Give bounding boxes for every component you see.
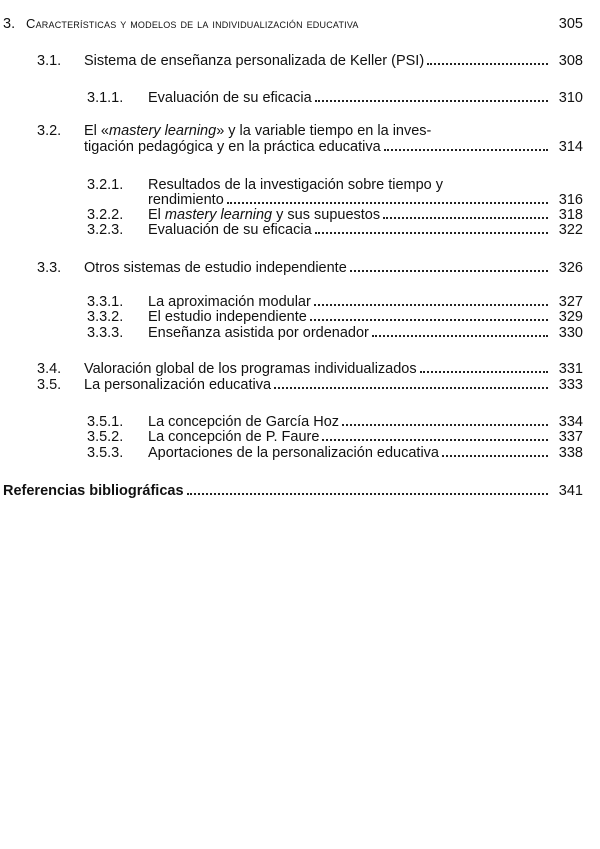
- toc-chapter-3: [3, 16, 583, 32]
- entry-page: 310: [558, 90, 583, 106]
- toc-entry-3-2-1-line1: [87, 177, 552, 193]
- entry-number: 3.3.3.: [87, 325, 124, 341]
- toc-entry-3-4: [37, 361, 583, 377]
- entry-number: 3.1.1.: [87, 90, 124, 106]
- entry-number: 3.2.2.: [87, 207, 124, 223]
- entry-number: 3.5.1.: [87, 414, 124, 430]
- entry-title: Otros sistemas de estudio independiente: [84, 260, 347, 276]
- toc-entry-3-5: [37, 377, 583, 393]
- entry-number: 3.1.: [37, 53, 62, 69]
- toc-entry-3-3: [37, 260, 583, 276]
- entry-title: Referencias bibliográficas: [3, 483, 184, 499]
- entry-number: 3.2.: [37, 123, 62, 139]
- leader-dots: [322, 439, 548, 441]
- entry-number: 3.5.3.: [87, 445, 124, 461]
- entry-title: El estudio independiente: [148, 309, 307, 325]
- leader-dots: [372, 335, 548, 337]
- entry-page: 314: [558, 139, 583, 155]
- leader-dots: [315, 232, 548, 234]
- entry-title: Valoración global de los programas individualizados: [84, 361, 417, 377]
- entry-page: 318: [558, 207, 583, 223]
- leader-dots: [315, 100, 548, 102]
- entry-page: 333: [558, 377, 583, 393]
- entry-title-cont: rendimiento: [148, 192, 224, 208]
- entry-number: 3.2.1.: [87, 177, 124, 193]
- toc-entry-3-2-line2: [84, 139, 583, 155]
- entry-title: Aportaciones de la personalización educativa: [148, 445, 439, 461]
- entry-number: 3.5.2.: [87, 429, 124, 445]
- entry-number: 3.3.1.: [87, 294, 124, 310]
- entry-number: 3.4.: [37, 361, 62, 377]
- entry-title: Características y modelos de la individualización educativa: [26, 16, 359, 31]
- entry-page: 338: [558, 445, 583, 461]
- entry-title: La personalización educativa: [84, 377, 272, 393]
- leader-dots: [314, 304, 548, 306]
- entry-title: Evaluación de su eficacia: [148, 222, 312, 238]
- toc-entry-3-3-3: [87, 325, 583, 341]
- entry-page: 308: [558, 53, 583, 69]
- leader-dots: [383, 217, 548, 219]
- leader-dots: [227, 202, 548, 204]
- toc-entry-3-1: [37, 53, 583, 69]
- entry-page: 322: [558, 222, 583, 238]
- toc-entry-3-3-2: [87, 309, 583, 325]
- entry-title: La concepción de García Hoz: [148, 414, 340, 430]
- entry-number: 3.3.: [37, 260, 62, 276]
- entry-title: El mastery learning y sus supuestos: [148, 207, 381, 223]
- leader-dots: [274, 387, 548, 389]
- entry-number: 3.2.3.: [87, 222, 124, 238]
- entry-title-cont: tigación pedagógica y en la práctica educativa: [84, 139, 381, 155]
- entry-number: 3.: [3, 16, 16, 32]
- toc-entry-3-1-1: [87, 90, 583, 106]
- leader-dots: [342, 424, 548, 426]
- entry-title: Evaluación de su eficacia: [148, 90, 312, 106]
- leader-dots: [442, 455, 548, 457]
- entry-page: 334: [558, 414, 583, 430]
- entry-page: 330: [558, 325, 583, 341]
- toc-entry-references: [3, 483, 583, 499]
- entry-number: 3.3.2.: [87, 309, 124, 325]
- leader-dots: [420, 371, 548, 373]
- entry-page: 305: [558, 16, 583, 32]
- entry-page: 331: [558, 361, 583, 377]
- toc-entry-3-2-2: [87, 207, 583, 223]
- entry-page: 341: [558, 483, 583, 499]
- entry-page: 327: [558, 294, 583, 310]
- entry-page: 329: [558, 309, 583, 325]
- leader-dots: [310, 319, 548, 321]
- entry-title: La aproximación modular: [148, 294, 311, 310]
- toc-entry-3-2-3: [87, 222, 583, 238]
- toc-entry-3-3-1: [87, 294, 583, 310]
- toc-entry-3-2-1-line2: [148, 192, 583, 208]
- leader-dots: [187, 493, 548, 495]
- toc-entry-3-5-1: [87, 414, 583, 430]
- toc-entry-3-2-line1: [37, 123, 552, 139]
- entry-page: 337: [558, 429, 583, 445]
- leader-dots: [384, 149, 548, 151]
- entry-title: Sistema de enseñanza personalizada de Keller (PSI): [84, 53, 425, 69]
- leader-dots: [350, 270, 548, 272]
- entry-page: 326: [558, 260, 583, 276]
- leader-dots: [427, 63, 548, 65]
- entry-number: 3.5.: [37, 377, 62, 393]
- toc-entry-3-5-3: [87, 445, 583, 461]
- entry-title: El «mastery learning» y la variable tiempo en la inves-: [84, 123, 432, 139]
- toc-entry-3-5-2: [87, 429, 583, 445]
- entry-title: La concepción de P. Faure: [148, 429, 320, 445]
- entry-page: 316: [558, 192, 583, 208]
- entry-title: Enseñanza asistida por ordenador: [148, 325, 369, 341]
- entry-title: Resultados de la investigación sobre tiempo y: [148, 177, 443, 193]
